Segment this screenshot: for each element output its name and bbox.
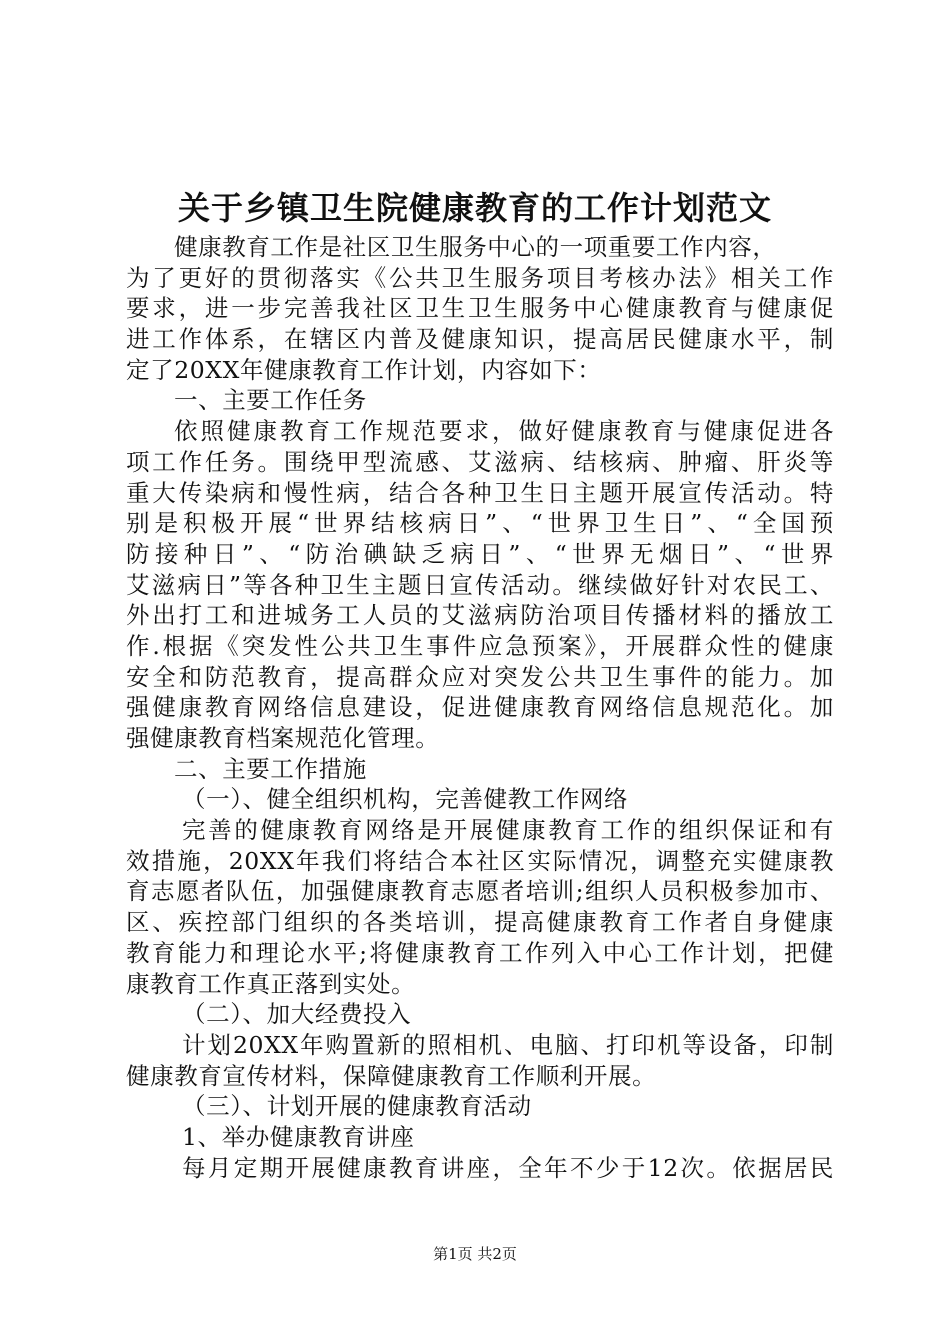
page-footer: 第1页 共2页 (433, 1245, 517, 1263)
text-line: 区、疾控部门组织的各类培训，提高健康教育工作者自身健康 (126, 908, 834, 937)
document-title: 关于乡镇卫生院健康教育的工作计划范文 (177, 189, 772, 227)
text-line: 作.根据《突发性公共卫生事件应急预案》，开展群众性的健康 (126, 631, 834, 660)
text-line: 进工作体系，在辖区内普及健康知识，提高居民健康水平，制 (126, 325, 834, 354)
section-heading: 一、主要工作任务 (174, 386, 367, 415)
text-line: 为了更好的贯彻落实《公共卫生服务项目考核办法》相关工作 (126, 263, 834, 292)
text-line: 完善的健康教育网络是开展健康教育工作的组织保证和有 (182, 816, 834, 845)
text-line: 健康教育工作是社区卫生服务中心的一项重要工作内容， (174, 233, 777, 261)
text-line: 教育能力和理论水平;将健康教育工作列入中心工作计划，把健 (126, 938, 834, 967)
text-line: 外出打工和进城务工人员的艾滋病防治项目传播材料的播放工 (126, 601, 834, 630)
document-body (126, 232, 834, 1183)
text-line: 强健康教育网络信息建设，促进健康教育网络信息规范化。加 (126, 693, 834, 722)
text-line: 依照健康教育工作规范要求，做好健康教育与健康促进各 (174, 417, 834, 446)
text-line: 艾滋病日”等各种卫生主题日宣传活动。继续做好针对农民工、 (126, 570, 834, 599)
text-line: 计划20XX年购置新的照相机、电脑、打印机等设备，印制 (182, 1030, 834, 1059)
subsection-heading: （三）、计划开展的健康教育活动 (182, 1092, 532, 1121)
text-line: 育志愿者队伍，加强健康教育志愿者培训;组织人员积极参加市、 (126, 877, 834, 906)
text-line: 防接种日”、“防治碘缺乏病日”、“世界无烟日”、“世界 (126, 539, 834, 568)
text-line: 重大传染病和慢性病，结合各种卫生日主题开展宣传活动。特 (126, 478, 834, 507)
subsection-heading: （二）、加大经费投入 (182, 1000, 412, 1029)
item-heading: 1、举办健康教育讲座 (182, 1122, 415, 1151)
text-line: 每月定期开展健康教育讲座，全年不少于12次。依据居民 (182, 1153, 834, 1182)
text-line: 定了20XX年健康教育工作计划，内容如下： (126, 355, 602, 384)
text-line: 项工作任务。围绕甲型流感、艾滋病、结核病、肿瘤、肝炎等 (126, 447, 834, 476)
section-heading: 二、主要工作措施 (174, 754, 367, 783)
subsection-heading: （一）、健全组织机构，完善健教工作网络 (182, 785, 629, 814)
text-line: 别是积极开展“世界结核病日”、“世界卫生日”、“全国预 (126, 509, 834, 538)
text-line: 要求，进一步完善我社区卫生卫生服务中心健康教育与健康促 (126, 294, 834, 323)
text-line: 效措施，20XX年我们将结合本社区实际情况，调整充实健康教 (126, 846, 834, 875)
text-line: 安全和防范教育，提高群众应对突发公共卫生事件的能力。加 (126, 662, 834, 691)
text-line: 健康教育宣传材料，保障健康教育工作顺利开展。 (126, 1061, 657, 1090)
text-line: 康教育工作真正落到实处。 (126, 969, 416, 998)
text-line: 强健康教育档案规范化管理。 (126, 724, 440, 752)
